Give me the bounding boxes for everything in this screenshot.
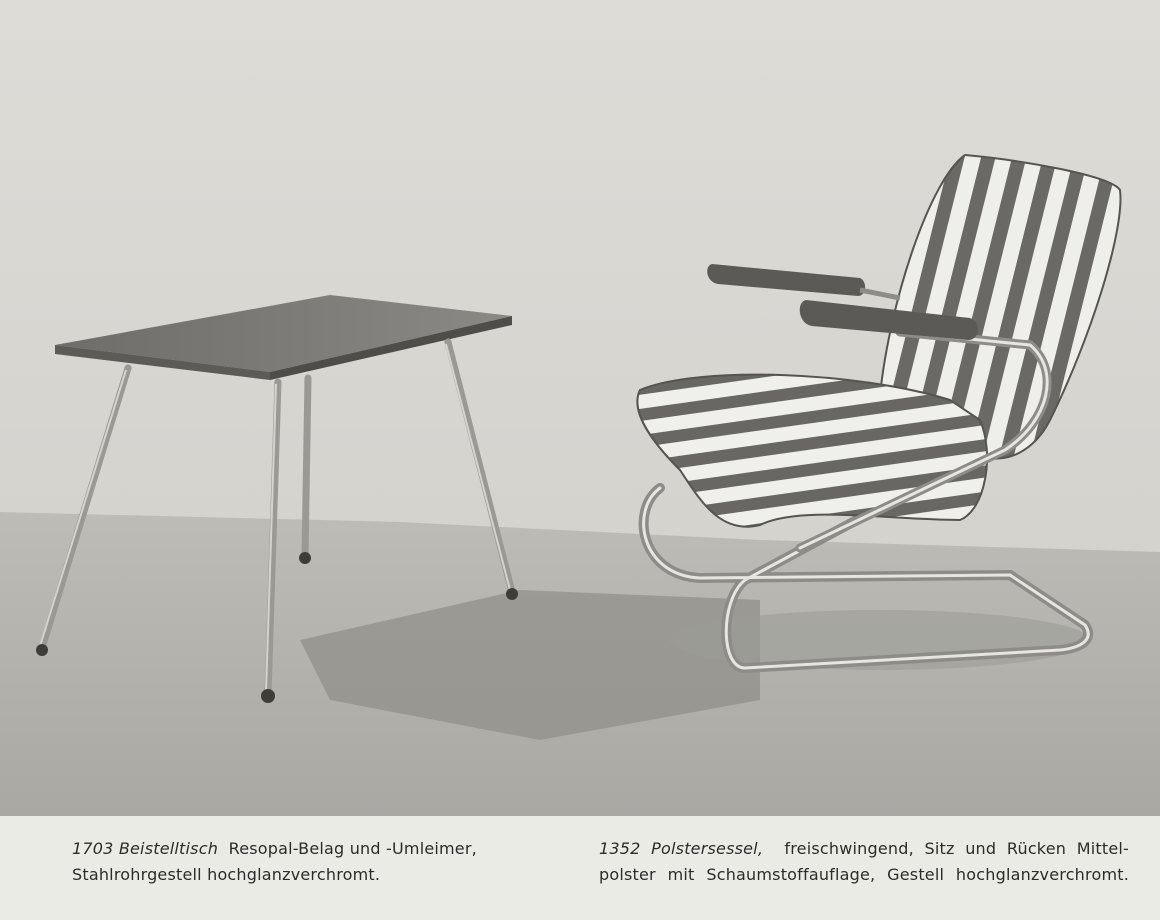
caption-armchair [599,836,1129,888]
item-title: Polstersessel, [651,839,764,858]
caption-side-table [72,836,542,888]
item-title: Beistelltisch [118,839,219,858]
caption-area [0,816,1160,920]
item-number: 1352 [599,839,641,858]
item-description-line2: Stahlrohrgestell hochglanzverchromt. [72,865,381,884]
item-number: 1703 [72,839,114,858]
item-description-line1: freischwingend, Sitz und Rücken Mittel- [784,839,1129,858]
item-description-line2: polster mit Schaumstoffauflage, Gestell hochglanzverchromt. [599,865,1129,884]
item-description-line1: Resopal-Belag und -Umleimer, [228,839,477,858]
